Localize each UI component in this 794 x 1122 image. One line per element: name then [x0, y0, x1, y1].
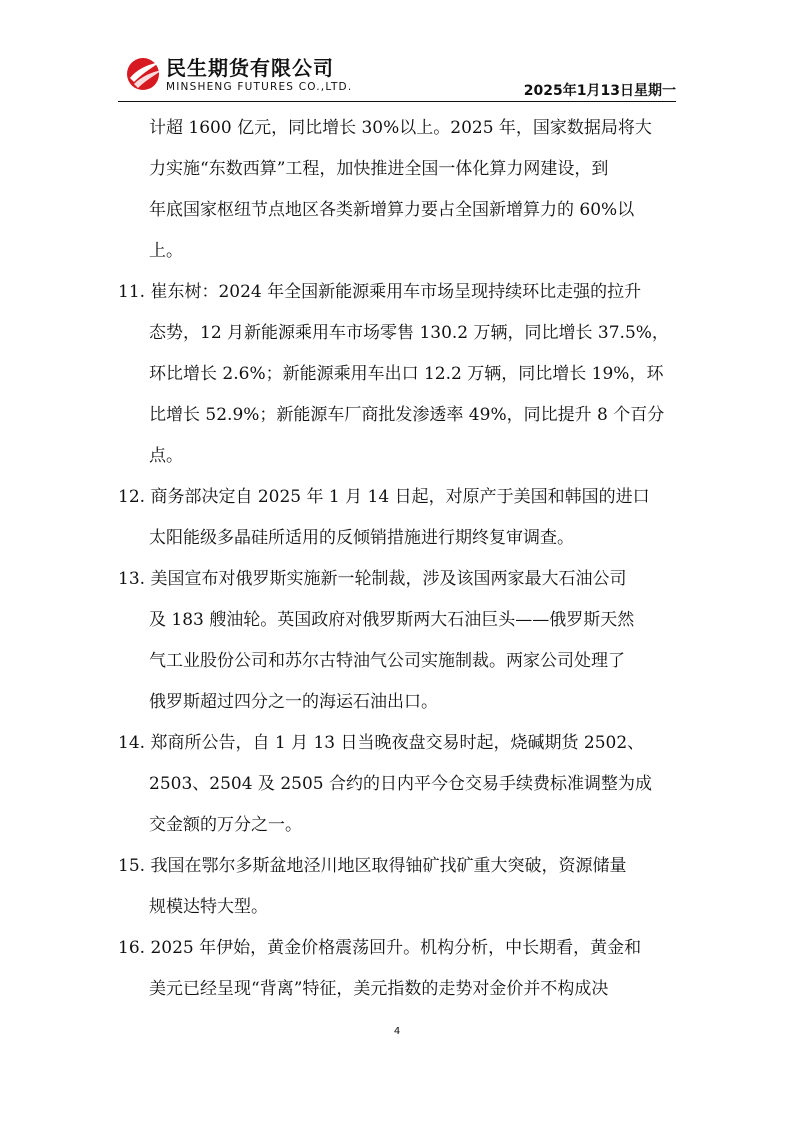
text-line: 计超 1600 亿元，同比增长 30%以上。2025 年，国家数据局将大 — [149, 118, 652, 138]
news-item-16: 16. 2025 年伊始，黄金价格震荡回升。机构分析，中长期看，黄金和 — [118, 938, 642, 958]
company-name-cn: 民生期货有限公司 — [166, 56, 334, 80]
text-line: 比增长 52.9%；新能源车厂商批发渗透率 49%，同比提升 8 个百分 — [149, 405, 665, 425]
header-divider — [118, 101, 676, 102]
text-line: 俄罗斯超过四分之一的海运石油出口。 — [149, 692, 438, 712]
text-line: 年底国家枢纽节点地区各类新增算力要占全国新增算力的 60%以 — [149, 200, 635, 220]
page-header — [118, 52, 676, 102]
text-line: 力实施“东数西算”工程，加快推进全国一体化算力网建设，到 — [149, 159, 609, 179]
news-body — [118, 108, 676, 1010]
text-line: 美元已经呈现“背离”特征，美元指数的走势对金价并不构成决 — [149, 979, 609, 999]
text-line: 气工业股份公司和苏尔古特油气公司实施制裁。两家公司处理了 — [149, 651, 625, 671]
text-line: 及 183 艘油轮。英国政府对俄罗斯两大石油巨头——俄罗斯天然 — [149, 610, 635, 630]
news-item-13: 13. 美国宣布对俄罗斯实施新一轮制裁，涉及该国两家最大石油公司 — [118, 569, 627, 589]
text-line: 上。 — [149, 241, 183, 261]
news-item-14: 14. 郑商所公告，自 1 月 13 日当晚夜盘交易时起，烧碱期货 2502、 — [118, 733, 645, 753]
news-item-11: 11. 崔东树：2024 年全国新能源乘用车市场呈现持续环比走强的拉升 — [118, 282, 642, 302]
text-line: 环比增长 2.6%；新能源乘用车出口 12.2 万辆，同比增长 19%，环 — [149, 364, 664, 384]
company-name-en: MINSHENG FUTURES CO.,LTD. — [166, 81, 353, 93]
text-line: 交金额的万分之一。 — [149, 815, 302, 835]
text-line: 太阳能级多晶硅所适用的反倾销措施进行期终复审调查。 — [149, 528, 574, 548]
text-line: 2503、2504 及 2505 合约的日内平今仓交易手续费标准调整为成 — [149, 774, 653, 794]
text-line: 规模达特大型。 — [149, 897, 268, 917]
news-item-12: 12. 商务部决定自 2025 年 1 月 14 日起，对原产于美国和韩国的进口 — [118, 487, 650, 507]
text-line: 点。 — [149, 446, 183, 466]
text-line: 态势，12 月新能源乘用车市场零售 130.2 万辆，同比增长 37.5%， — [149, 323, 669, 343]
report-date: 2025年1月13日星期一 — [523, 83, 676, 99]
news-item-15: 15. 我国在鄂尔多斯盆地泾川地区取得铀矿找矿重大突破，资源储量 — [118, 856, 627, 876]
minsheng-logo-icon — [124, 56, 164, 92]
page-number: 4 — [393, 1026, 401, 1037]
